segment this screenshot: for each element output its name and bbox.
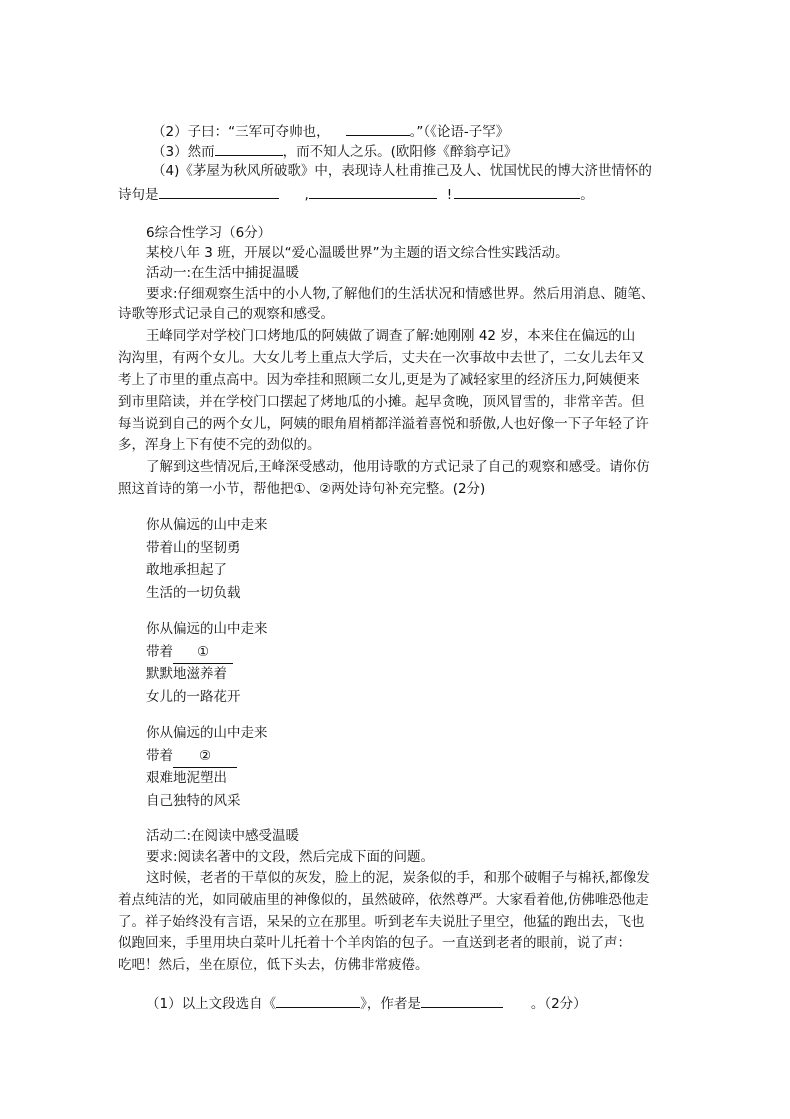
passage-line: 着点纯洁的光，如同破庙里的神像似的，虽然破碎，依然尊严。大家看着他,仿佛唯恐他走 bbox=[118, 892, 649, 908]
story-line: 沟沟里，有两个女儿。大女儿考上重点大学后，丈夫在一次事故中去世了，二女儿去年又 bbox=[118, 350, 645, 366]
question-5-4-line1: （4)《茅屋为秋风所破歌》中，表现诗人杜甫推己及人、忧国忧民的博大济世情怀的 bbox=[152, 163, 652, 179]
poem-line: 你从偏远的山中走来 bbox=[146, 725, 268, 741]
passage-line: 这时候，老者的干草似的灰发，脸上的泥，炭条似的手，和那个破帽子与棉袄,都像发 bbox=[146, 870, 650, 886]
poem-line: 生活的一切负载 bbox=[146, 584, 241, 601]
activity-1-title: 活动一:在生活中捕捉温暖 bbox=[146, 265, 300, 281]
passage-line: 了。祥子始终没有言语，呆呆的立在那里。听到老车夫说肚子里空，他猛的跑出去，飞也 bbox=[118, 914, 645, 930]
q5-4-comma: , bbox=[304, 187, 309, 203]
q5-4-period: 。 bbox=[580, 187, 594, 203]
a2q1-text-b: 》，作者是 bbox=[360, 996, 421, 1012]
blank-marker-1: ① bbox=[196, 643, 210, 660]
story-line: 王峰同学对学校门口烤地瓜的阿姨做了调查了解:她刚刚 42 岁，本来住在偏远的山 bbox=[146, 328, 636, 344]
q5-3-text-b: ，而不知人之乐。(欧阳修《醉翁亭记》 bbox=[282, 144, 518, 160]
passage-line: 吃吧！然后，坐在原位，低下头去，仿佛非常疲倦。 bbox=[118, 957, 429, 973]
poem-blank-1[interactable] bbox=[173, 641, 233, 665]
poem-stanza-1 bbox=[146, 514, 268, 604]
answer-blank-q5-4-b[interactable] bbox=[309, 183, 437, 199]
story-line: 考上了市里的重点高中。因为牵挂和照顾二女儿,更是为了减轻家里的经济压力,阿姨便来 bbox=[118, 372, 640, 388]
question-5-2 bbox=[152, 120, 509, 142]
activity-2-question-1 bbox=[146, 992, 587, 1014]
poem-blank-2[interactable] bbox=[173, 745, 237, 769]
a2q1-text-c: 。（2分） bbox=[530, 996, 587, 1012]
poem-line: 带着山的坚韧勇 bbox=[146, 539, 241, 556]
question-5-3 bbox=[152, 140, 517, 162]
activity-1-task-line2: 照这首诗的第一小节，帮他把①、②两处诗句补充完整。(2分) bbox=[118, 481, 486, 497]
poem-line: 敢地承担起了 bbox=[146, 562, 227, 578]
section-6-intro: 某校八年 3 班，开展以“爱心温暖世界”为主题的语文综合性实践活动。 bbox=[146, 245, 569, 261]
q5-4-prefix: 诗句是 bbox=[118, 187, 159, 203]
poem-fill-line-2 bbox=[146, 745, 268, 768]
activity-1-task-line1: 了解到这些情况后,王峰深受感动，他用诗歌的方式记录了自己的观察和感受。请你仿 bbox=[146, 459, 650, 475]
activity-2-title: 活动二:在阅读中感受温暖 bbox=[146, 828, 300, 844]
poem-stanza-3 bbox=[146, 722, 268, 812]
q5-3-text-a: （3）然而 bbox=[152, 144, 215, 160]
q5-4-excl: ! bbox=[446, 187, 453, 203]
q5-2-text-b: 。”（《论语-子罕》 bbox=[409, 124, 510, 140]
poem-line: 自己独特的风采 bbox=[146, 792, 241, 809]
story-line: 多，浑身上下有使不完的劲似的。 bbox=[118, 437, 321, 453]
answer-blank-q5-4-a[interactable] bbox=[159, 183, 279, 199]
activity-2-requirement: 要求:阅读名著中的文段，然后完成下面的问题。 bbox=[146, 849, 435, 865]
answer-blank-author[interactable] bbox=[421, 992, 503, 1008]
poem-line: 你从偏远的山中走来 bbox=[146, 621, 268, 637]
story-line: 到市里陪读，并在学校门口摆起了烤地瓜的小摊。起早贪晚，顶风冒雪的，非常辛苦。但 bbox=[118, 394, 645, 410]
poem-stanza-2 bbox=[146, 618, 268, 708]
answer-blank-q5-3[interactable] bbox=[215, 140, 283, 156]
q5-2-text-a: （2）子曰：“三军可夺帅也， bbox=[152, 124, 330, 140]
poem-line: 女儿的一路花开 bbox=[146, 688, 241, 705]
answer-blank-q5-2[interactable] bbox=[346, 120, 410, 136]
poem-fill-line-1 bbox=[146, 641, 268, 664]
answer-blank-book-title[interactable] bbox=[276, 992, 360, 1008]
answer-blank-q5-4-c[interactable] bbox=[454, 183, 580, 199]
story-line: 每当说到自己的两个女儿，阿姨的眼角眉梢都洋溢着喜悦和骄傲,人也好像一下子年轻了许 bbox=[118, 416, 649, 432]
section-6-title: 6综合性学习（6分） bbox=[146, 225, 272, 241]
passage-line: 似跑回来，手里用块白菜叶儿托着十个羊肉馅的包子。一直送到老者的眼前，说了声： bbox=[118, 935, 631, 951]
activity-1-requirement-line1: 要求:仔细观察生活中的小人物,了解他们的生活状况和情感世界。然后用消息、随笔、 bbox=[146, 286, 655, 302]
poem-line: 你从偏远的山中走来 bbox=[146, 517, 268, 533]
question-5-4-line2 bbox=[118, 183, 594, 205]
poem-line: 默默地滋养着 bbox=[146, 666, 227, 682]
activity-1-requirement-line2: 诗歌等形式记录自己的观察和感受。 bbox=[118, 306, 334, 322]
a2q1-text-a: （1）以上文段选自《 bbox=[146, 996, 277, 1012]
poem-line-prefix: 带着 bbox=[146, 747, 173, 764]
poem-line-prefix: 带着 bbox=[146, 643, 173, 660]
blank-marker-2: ② bbox=[198, 747, 212, 764]
poem-line: 艰难地泥塑出 bbox=[146, 770, 227, 786]
